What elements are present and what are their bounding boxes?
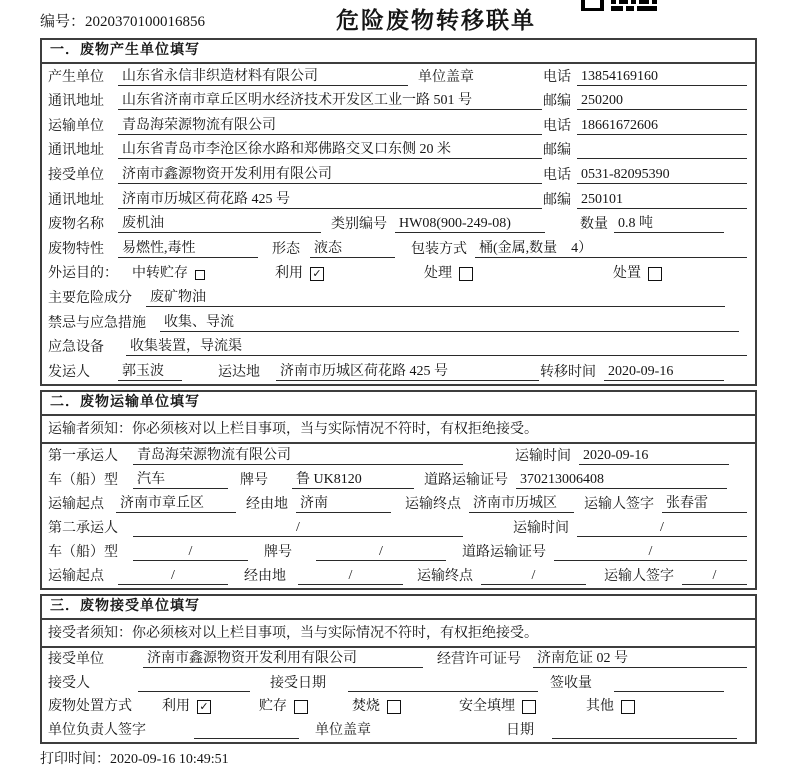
disposal-option-storage bbox=[259, 695, 308, 715]
receive-unit-label: 接受单位 bbox=[48, 652, 104, 668]
checkbox-icon bbox=[621, 700, 635, 714]
check-mark: ✓ bbox=[199, 700, 209, 714]
zip-label: 邮编 bbox=[543, 192, 571, 208]
date-label: 日期 bbox=[506, 722, 534, 738]
received-quantity-value bbox=[614, 675, 724, 692]
phone-label: 电话 bbox=[543, 118, 571, 134]
receiver-address-value: 济南市历城区荷花路 425 号 bbox=[118, 191, 542, 209]
dispatcher-value: 郭玉波 bbox=[118, 363, 182, 381]
transporter-zip-value bbox=[577, 142, 747, 159]
section-transporter bbox=[40, 390, 757, 590]
road-license-label: 道路运输证号 bbox=[424, 472, 508, 488]
disposal-option-burn bbox=[352, 695, 401, 715]
plate-label: 牌号 bbox=[240, 472, 268, 488]
option-label: 利用 bbox=[275, 266, 303, 282]
plate-label: 牌号 bbox=[264, 544, 292, 560]
quantity-value: 0.8 吨 bbox=[614, 215, 724, 233]
responsible-sign-label: 单位负责人签字 bbox=[48, 722, 146, 738]
option-label: 安全填埋 bbox=[459, 699, 515, 715]
transporter-row bbox=[42, 113, 755, 138]
transport-time-value: / bbox=[577, 519, 747, 537]
carrier1-value: 青岛海荣源物流有限公司 bbox=[133, 447, 463, 465]
form-label: 形态 bbox=[272, 241, 300, 257]
address-label: 通讯地址 bbox=[48, 143, 104, 159]
transfer-purpose-row bbox=[42, 261, 755, 286]
disposal-option-landfill bbox=[459, 695, 536, 715]
via-value: 济南 bbox=[296, 495, 391, 513]
phone-label: 电话 bbox=[543, 167, 571, 183]
destination-value: 济南市历城区荷花路 425 号 bbox=[276, 363, 539, 381]
waste-name-value: 废机油 bbox=[118, 215, 321, 233]
route-end-value: / bbox=[481, 567, 586, 585]
receiver-phone-value: 0531-82095390 bbox=[577, 166, 747, 184]
first-carrier-row bbox=[42, 444, 755, 468]
carrier-sign-value: / bbox=[682, 567, 747, 585]
checkbox-checked-icon bbox=[197, 700, 211, 714]
acceptor-row bbox=[42, 671, 755, 695]
taboo-label: 禁忌与应急措施 bbox=[48, 315, 146, 331]
transporter-notice: 运输者须知：你必须核对以上栏目事项，当与实际情况不符时，有权拒绝接受。 bbox=[42, 416, 755, 444]
business-license-value: 济南危证 02 号 bbox=[533, 650, 747, 668]
purpose-option-treat bbox=[424, 262, 473, 282]
route-end-label: 运输终点 bbox=[405, 496, 461, 512]
serial-label: 编号： bbox=[40, 14, 86, 30]
receiver-value: 济南市鑫源物资开发利用有限公司 bbox=[118, 166, 542, 184]
route-start-value: / bbox=[118, 567, 228, 585]
section-producer bbox=[40, 38, 757, 386]
producer-address-row bbox=[42, 89, 755, 114]
producer-value: 山东省永信非织造材料有限公司 bbox=[118, 68, 408, 86]
purpose-option-storage bbox=[132, 262, 205, 282]
transporter-phone-value: 18661672606 bbox=[577, 117, 747, 135]
address-label: 通讯地址 bbox=[48, 94, 104, 110]
transport-time-label: 运输时间 bbox=[515, 448, 571, 464]
receive-unit-row bbox=[42, 648, 755, 672]
transfer-time-label: 转移时间 bbox=[540, 364, 596, 380]
checkbox-icon bbox=[294, 700, 308, 714]
address-label: 通讯地址 bbox=[48, 192, 104, 208]
option-label: 利用 bbox=[162, 699, 190, 715]
receiver-label: 接受单位 bbox=[48, 167, 104, 183]
section-receiver bbox=[40, 594, 757, 744]
receiver-zip-value: 250101 bbox=[577, 191, 747, 209]
producer-address-value: 山东省济南市章丘区明水经济技术开发区工业一路 501 号 bbox=[118, 92, 542, 110]
section3-heading: 三．废物接受单位填写 bbox=[42, 596, 755, 620]
checkbox-icon bbox=[648, 267, 662, 281]
route-start-label: 运输起点 bbox=[48, 568, 104, 584]
responsible-sign-row bbox=[42, 718, 755, 742]
emergency-equipment-row bbox=[42, 335, 755, 360]
via-value: / bbox=[298, 567, 403, 585]
transporter-label: 运输单位 bbox=[48, 118, 104, 134]
disposal-method-row bbox=[42, 695, 755, 719]
carrier-sign-label: 运输人签字 bbox=[604, 568, 674, 584]
checkbox-icon bbox=[195, 270, 205, 280]
receiver-notice: 接受者须知：你必须核对以上栏目事项，当与实际情况不符时，有权拒绝接受。 bbox=[42, 620, 755, 648]
carrier2-label: 第二承运人 bbox=[48, 520, 118, 536]
received-quantity-label: 签收量 bbox=[550, 675, 592, 691]
transporter-value: 青岛海荣源物流有限公司 bbox=[118, 117, 542, 135]
print-time: 打印时间：2020-09-16 10:49:51 bbox=[40, 752, 229, 767]
option-label: 处置 bbox=[613, 266, 641, 282]
option-label: 焚烧 bbox=[352, 699, 380, 715]
disposal-option-reuse bbox=[162, 695, 211, 715]
plate-value: 鲁 UK8120 bbox=[292, 471, 414, 489]
manifest-form bbox=[40, 38, 757, 744]
road-license-value: 370213006408 bbox=[516, 471, 727, 489]
checkbox-checked-icon bbox=[310, 267, 324, 281]
option-label: 处理 bbox=[424, 266, 452, 282]
via-label: 经由地 bbox=[246, 496, 288, 512]
disposal-option-other bbox=[586, 695, 635, 715]
vehicle-type-value: 汽车 bbox=[133, 471, 228, 489]
plate-value: / bbox=[316, 543, 446, 561]
serial-number bbox=[40, 10, 205, 31]
category-label: 类别编号 bbox=[331, 217, 387, 233]
zip-label: 邮编 bbox=[543, 94, 571, 110]
waste-property-row bbox=[42, 236, 755, 261]
route2-row bbox=[42, 564, 755, 588]
transport-time-value: 2020-09-16 bbox=[579, 447, 729, 465]
taboo-value: 收集、导流 bbox=[160, 314, 739, 332]
vehicle-type-label: 车（船）型 bbox=[48, 472, 118, 488]
receiver-address-row bbox=[42, 187, 755, 212]
form-value: 液态 bbox=[310, 240, 395, 258]
category-value: HW08(900-249-08) bbox=[395, 215, 545, 233]
phone-label: 电话 bbox=[543, 69, 571, 85]
carrier1-label: 第一承运人 bbox=[48, 448, 118, 464]
section1-heading: 一．废物产生单位填写 bbox=[42, 40, 755, 64]
date-value bbox=[552, 722, 737, 739]
waste-name-row bbox=[42, 212, 755, 237]
waste-name-label: 废物名称 bbox=[48, 217, 104, 233]
qr-code-fragment-icon bbox=[581, 0, 657, 11]
hazard-component-row bbox=[42, 285, 755, 310]
hazard-label: 主要危险成分 bbox=[48, 290, 132, 306]
taboo-measures-row bbox=[42, 310, 755, 335]
option-label: 其他 bbox=[586, 699, 614, 715]
transfer-time-value: 2020-09-16 bbox=[604, 363, 724, 381]
accept-date-label: 接受日期 bbox=[270, 675, 326, 691]
receiver-row bbox=[42, 162, 755, 187]
page-title: 危险废物转移联单 bbox=[336, 8, 536, 33]
destination-label: 运达地 bbox=[218, 364, 260, 380]
vehicle-type-label: 车（船）型 bbox=[48, 544, 118, 560]
responsible-sign-value bbox=[194, 722, 299, 739]
checkbox-icon bbox=[387, 700, 401, 714]
road-license-value: / bbox=[554, 543, 747, 561]
transporter-address-row bbox=[42, 138, 755, 163]
business-license-label: 经营许可证号 bbox=[437, 652, 521, 668]
vehicle-type-value: / bbox=[133, 543, 248, 561]
producer-zip-value: 250200 bbox=[577, 92, 747, 110]
waste-property-value: 易燃性,毒性 bbox=[118, 240, 258, 258]
receive-unit-value: 济南市鑫源物资开发利用有限公司 bbox=[143, 650, 423, 668]
route-start-label: 运输起点 bbox=[48, 496, 104, 512]
vehicle2-row bbox=[42, 540, 755, 564]
transporter-address-value: 山东省青岛市李沧区徐水路和郑佛路交叉口东侧 20 米 bbox=[118, 141, 542, 159]
page-header bbox=[0, 0, 796, 38]
route1-row bbox=[42, 492, 755, 516]
checkbox-icon bbox=[522, 700, 536, 714]
zip-label: 邮编 bbox=[543, 143, 571, 159]
carrier-sign-label: 运输人签字 bbox=[584, 496, 654, 512]
acceptor-label: 接受人 bbox=[48, 675, 90, 691]
route-end-value: 济南市历城区 bbox=[469, 495, 574, 513]
disposal-label: 废物处置方式 bbox=[48, 699, 132, 715]
producer-phone-value: 13854169160 bbox=[577, 68, 747, 86]
second-carrier-row bbox=[42, 516, 755, 540]
waste-property-label: 废物特性 bbox=[48, 241, 104, 257]
packing-label: 包装方式 bbox=[411, 241, 467, 257]
quantity-label: 数量 bbox=[580, 217, 608, 233]
route-end-label: 运输终点 bbox=[417, 568, 473, 584]
producer-label: 产生单位 bbox=[48, 69, 104, 85]
packing-value: 桶(金属,数量 4） bbox=[475, 240, 747, 258]
road-license-label: 道路运输证号 bbox=[462, 544, 546, 560]
option-label: 贮存 bbox=[259, 699, 287, 715]
route-start-value: 济南市章丘区 bbox=[116, 495, 236, 513]
dispatch-row bbox=[42, 359, 755, 384]
check-mark: ✓ bbox=[312, 267, 322, 281]
unit-seal-label: 单位盖章 bbox=[315, 722, 371, 738]
equipment-label: 应急设备 bbox=[48, 340, 104, 356]
carrier2-value: / bbox=[133, 519, 463, 537]
dispatcher-label: 发运人 bbox=[48, 364, 90, 380]
carrier-sign-value: 张春雷 bbox=[662, 495, 747, 513]
purpose-label: 外运目的： bbox=[48, 266, 118, 282]
section2-heading: 二．废物运输单位填写 bbox=[42, 392, 755, 416]
producer-row bbox=[42, 64, 755, 89]
checkbox-icon bbox=[459, 267, 473, 281]
vehicle1-row bbox=[42, 468, 755, 492]
acceptor-value bbox=[138, 675, 250, 692]
unit-seal-label: 单位盖章 bbox=[418, 69, 474, 85]
transport-time-label: 运输时间 bbox=[513, 520, 569, 536]
purpose-option-dispose bbox=[613, 262, 662, 282]
via-label: 经由地 bbox=[244, 568, 286, 584]
purpose-option-reuse bbox=[275, 262, 324, 282]
equipment-value: 收集装置，导流渠 bbox=[126, 338, 747, 356]
option-label: 中转贮存 bbox=[132, 266, 188, 282]
serial-value: 2020370100016856 bbox=[85, 14, 206, 30]
accept-date-value bbox=[348, 675, 538, 692]
hazard-value: 废矿物油 bbox=[146, 289, 725, 307]
